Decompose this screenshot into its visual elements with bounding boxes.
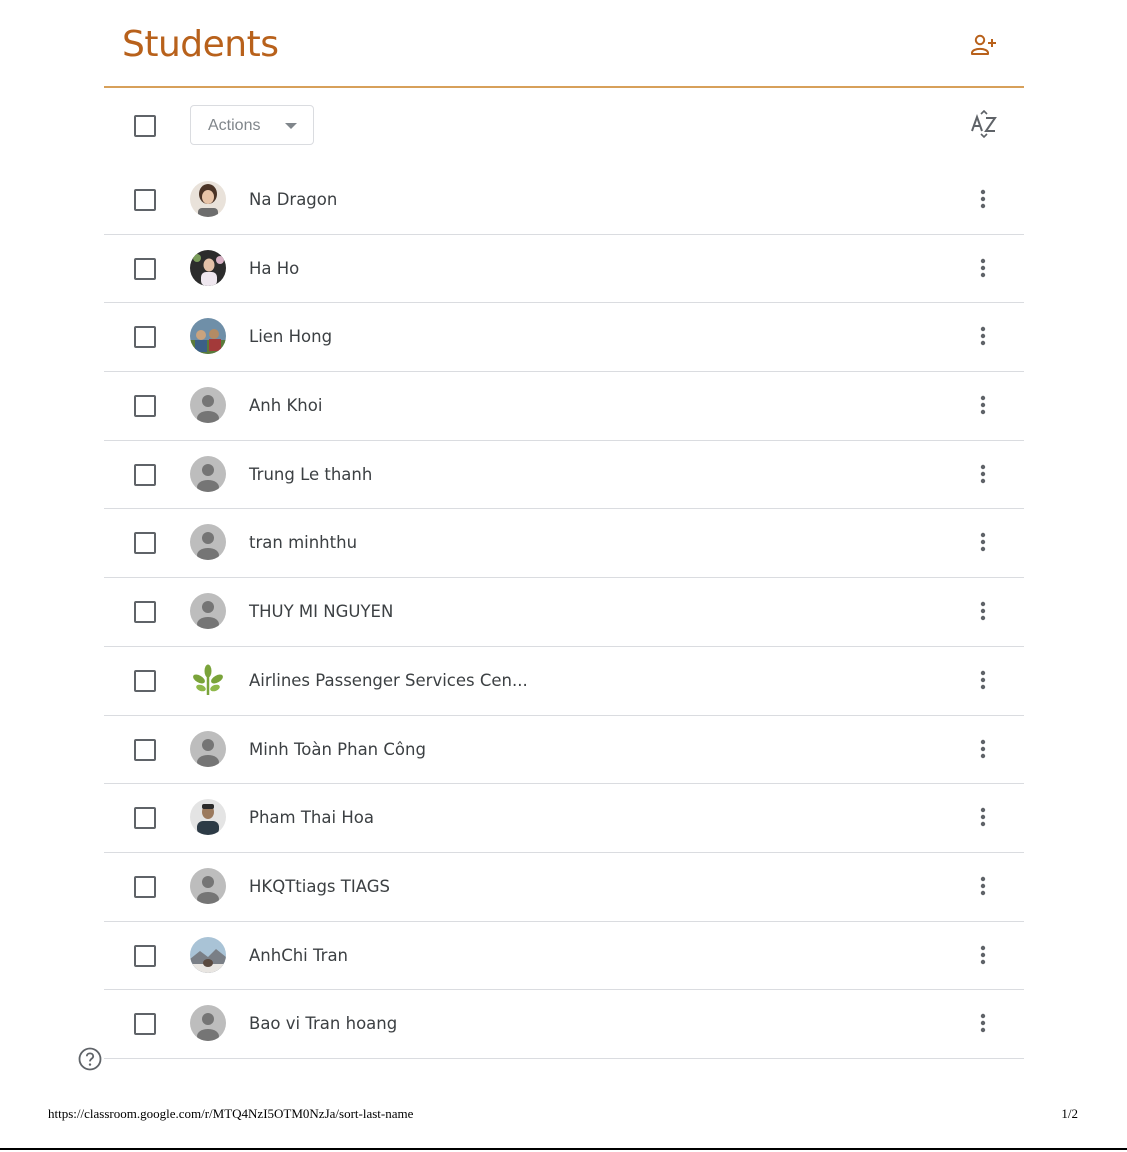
student-checkbox[interactable]	[134, 464, 156, 486]
more-vert-icon	[970, 461, 996, 487]
more-options-button[interactable]	[970, 255, 996, 281]
student-checkbox[interactable]	[134, 601, 156, 623]
more-vert-icon	[970, 873, 996, 899]
actions-label: Actions	[208, 117, 261, 134]
student-row	[104, 853, 1024, 922]
student-name[interactable]: Airlines Passenger Services Cen...	[249, 670, 528, 690]
student-checkbox[interactable]	[134, 395, 156, 417]
default-avatar-icon	[190, 524, 226, 560]
student-row	[104, 303, 1024, 372]
more-vert-icon	[970, 942, 996, 968]
student-checkbox[interactable]	[134, 670, 156, 692]
student-row	[104, 166, 1024, 235]
caret-down-icon	[285, 123, 297, 129]
more-vert-icon	[970, 1010, 996, 1036]
person-add-icon	[970, 32, 998, 58]
avatar	[190, 937, 226, 973]
more-options-button[interactable]	[970, 598, 996, 624]
student-checkbox[interactable]	[134, 532, 156, 554]
more-options-button[interactable]	[970, 804, 996, 830]
student-row	[104, 509, 1024, 578]
page-bottom-rule	[0, 1148, 1127, 1150]
student-name[interactable]: Ha Ho	[249, 258, 300, 278]
default-avatar-icon	[190, 731, 226, 767]
actions-dropdown[interactable]	[190, 105, 314, 145]
more-vert-icon	[970, 323, 996, 349]
students-header	[104, 0, 1024, 88]
more-options-button[interactable]	[970, 392, 996, 418]
student-row	[104, 441, 1024, 510]
avatar	[190, 250, 226, 286]
list-toolbar	[104, 88, 1024, 166]
student-checkbox[interactable]	[134, 807, 156, 829]
student-checkbox[interactable]	[134, 1013, 156, 1035]
print-footer-url: https://classroom.google.com/r/MTQ4NzI5OTM0NzJa/sort-last-name	[48, 1106, 414, 1121]
more-options-button[interactable]	[970, 1010, 996, 1036]
avatar	[190, 662, 226, 698]
student-name[interactable]: Trung Le thanh	[249, 464, 373, 484]
more-options-button[interactable]	[970, 667, 996, 693]
student-row	[104, 922, 1024, 991]
student-row	[104, 784, 1024, 853]
student-name[interactable]: HKQTtiags TIAGS	[249, 876, 390, 896]
more-options-button[interactable]	[970, 323, 996, 349]
avatar	[190, 318, 226, 354]
default-avatar-icon	[190, 868, 226, 904]
student-checkbox[interactable]	[134, 876, 156, 898]
default-avatar-icon	[190, 456, 226, 492]
student-name[interactable]: AnhChi Tran	[249, 945, 349, 965]
student-name[interactable]: tran minhthu	[249, 533, 358, 553]
sort-az-icon	[970, 110, 998, 138]
more-vert-icon	[970, 667, 996, 693]
select-all-checkbox[interactable]	[134, 115, 156, 137]
student-row	[104, 990, 1024, 1059]
student-name[interactable]: Na Dragon	[249, 190, 338, 209]
help-icon	[78, 1047, 102, 1071]
sort-button[interactable]	[970, 110, 998, 138]
student-checkbox[interactable]	[134, 189, 156, 211]
more-vert-icon	[970, 598, 996, 624]
avatar	[190, 799, 226, 835]
student-name[interactable]: Lien Hong	[249, 327, 333, 347]
default-avatar-icon	[190, 1005, 226, 1041]
more-vert-icon	[970, 736, 996, 762]
more-vert-icon	[970, 529, 996, 555]
help-button[interactable]	[78, 1047, 102, 1071]
student-row	[104, 235, 1024, 304]
invite-students-button[interactable]	[970, 32, 998, 58]
student-list	[104, 166, 1024, 1059]
student-row	[104, 716, 1024, 785]
more-options-button[interactable]	[970, 736, 996, 762]
more-options-button[interactable]	[970, 873, 996, 899]
more-vert-icon	[970, 392, 996, 418]
student-checkbox[interactable]	[134, 739, 156, 761]
avatar	[190, 181, 226, 217]
student-row	[104, 647, 1024, 716]
page-title: Students	[122, 24, 279, 65]
more-options-button[interactable]	[970, 529, 996, 555]
student-name[interactable]: Bao vi Tran hoang	[249, 1014, 398, 1034]
student-checkbox[interactable]	[134, 258, 156, 280]
more-vert-icon	[970, 804, 996, 830]
default-avatar-icon	[190, 387, 226, 423]
more-vert-icon	[970, 255, 996, 281]
more-options-button[interactable]	[970, 942, 996, 968]
student-name[interactable]: THUY MI NGUYEN	[249, 602, 394, 622]
more-vert-icon	[970, 186, 996, 212]
print-footer-page-number: 1/2	[1061, 1106, 1078, 1121]
student-row	[104, 578, 1024, 647]
student-checkbox[interactable]	[134, 326, 156, 348]
default-avatar-icon	[190, 593, 226, 629]
student-row	[104, 372, 1024, 441]
more-options-button[interactable]	[970, 186, 996, 212]
student-name[interactable]: Anh Khoi	[249, 396, 323, 416]
student-checkbox[interactable]	[134, 945, 156, 967]
more-options-button[interactable]	[970, 461, 996, 487]
student-name[interactable]: Pham Thai Hoa	[249, 808, 374, 828]
student-name[interactable]: Minh Toàn Phan Công	[249, 739, 426, 759]
